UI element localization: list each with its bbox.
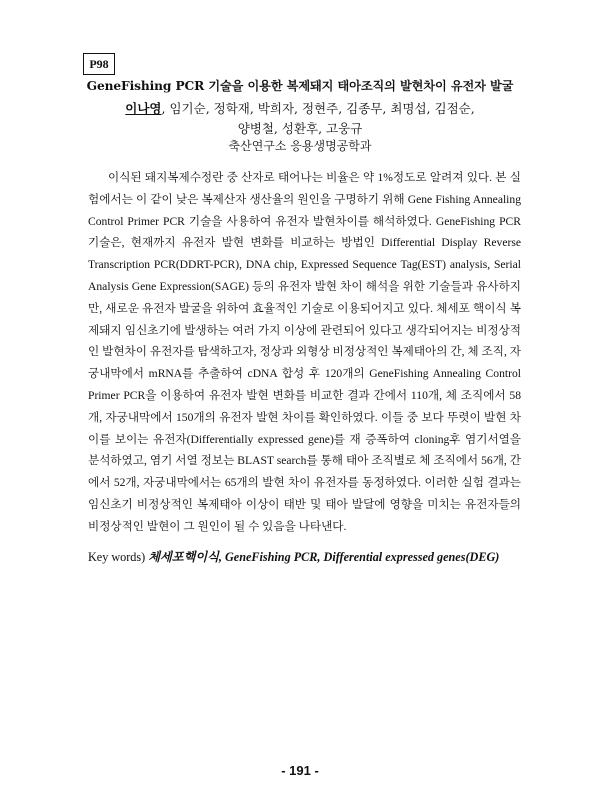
presenting-author: 이나영: [125, 101, 162, 116]
paper-id-box: P98: [83, 53, 115, 75]
paper-title: GeneFishing PCR 기술을 이용한 복제돼지 태아조직의 발현차이 유전자 발굴: [86, 79, 514, 93]
abstract-body: 이식된 돼지복제수정란 중 산자로 태어나는 비율은 약 1%정도로 알려져 있다. 본 실험에서는 이 같이 낮은 복제산자 생산율의 원인을 구명하기 위해 Gene Fishing Annealing Control Primer PCR 기술을 사용하여 유전자 발현차이를 해석하였다. GeneFishing PCR기술은, 현재까지 유전자 발현 변화를 비교하는 방법인 Differential Display Reverse Transcription PCR(DDRT-PCR), DNA chip, Expressed Sequence Tag(EST) analysis, Serial Analysis Gene Expression(SAGE) 등의 유전자 발현 차이 해석을 위한 기술들과 유사하지만, 새로운 유전자 발굴을 위하여 효율적인 기술로 이용되어지고 있다. 체세포 핵이식 복제돼지 임신초기에 발생하는 여러 가지 이상에 관련되어 있다고 생각되어지는 비정상적인 발현차이 유전자를 탐색하고자, 정상과 외형상 비정상적인 복제태아의 간, 체 조직, 자궁내막에서 mRNA를 추출하여 cDNA 합성 후 120개의 GeneFishing Annealing Control Primer PCR을 이용하여 유전자 발현 변화를 비교한 결과 간에서 110개, 체 조직에서 58개, 자궁내막에서 150개의 유전자 발현 차이를 확인하였다. 이들 중 보다 뚜렷이 발현 차이를 보이는 유전자(Differentially expressed gene)를 재 증폭하여 cloning후 염기서열을 분석하였고, 염기 서열 정보는 BLAST search를 통해 태아 조직별로 체 조직에서 56개, 간에서 52개, 자궁내막에서는 65개의 발현 차이 유전자를 동정하였다. 이러한 실험 결과는 임신초기 비정상적인 복제태아 이상이 태반 및 태아 발달에 영향을 미치는 유전자들의 비정상적인 발현이 그 원인이 될 수 있음을 나타낸다.: [88, 171, 521, 533]
affiliation: 축산연구소 응용생명공학과: [228, 139, 372, 153]
author-line-1: [60, 99, 540, 119]
keywords-label: Key words): [88, 550, 146, 564]
author-list: [60, 99, 540, 139]
co-authors-1: , 임기순, 정학재, 박희자, 정현주, 김종무, 최명섭, 김점순,: [161, 101, 475, 116]
author-line-2: 양병철, 성환후, 고웅규: [237, 121, 363, 136]
page-number: - 191 -: [281, 763, 319, 778]
keywords-line: [88, 548, 528, 565]
keywords-terms: 체세포핵이식, GeneFishing PCR, Differential expressed genes(DEG): [148, 550, 500, 564]
